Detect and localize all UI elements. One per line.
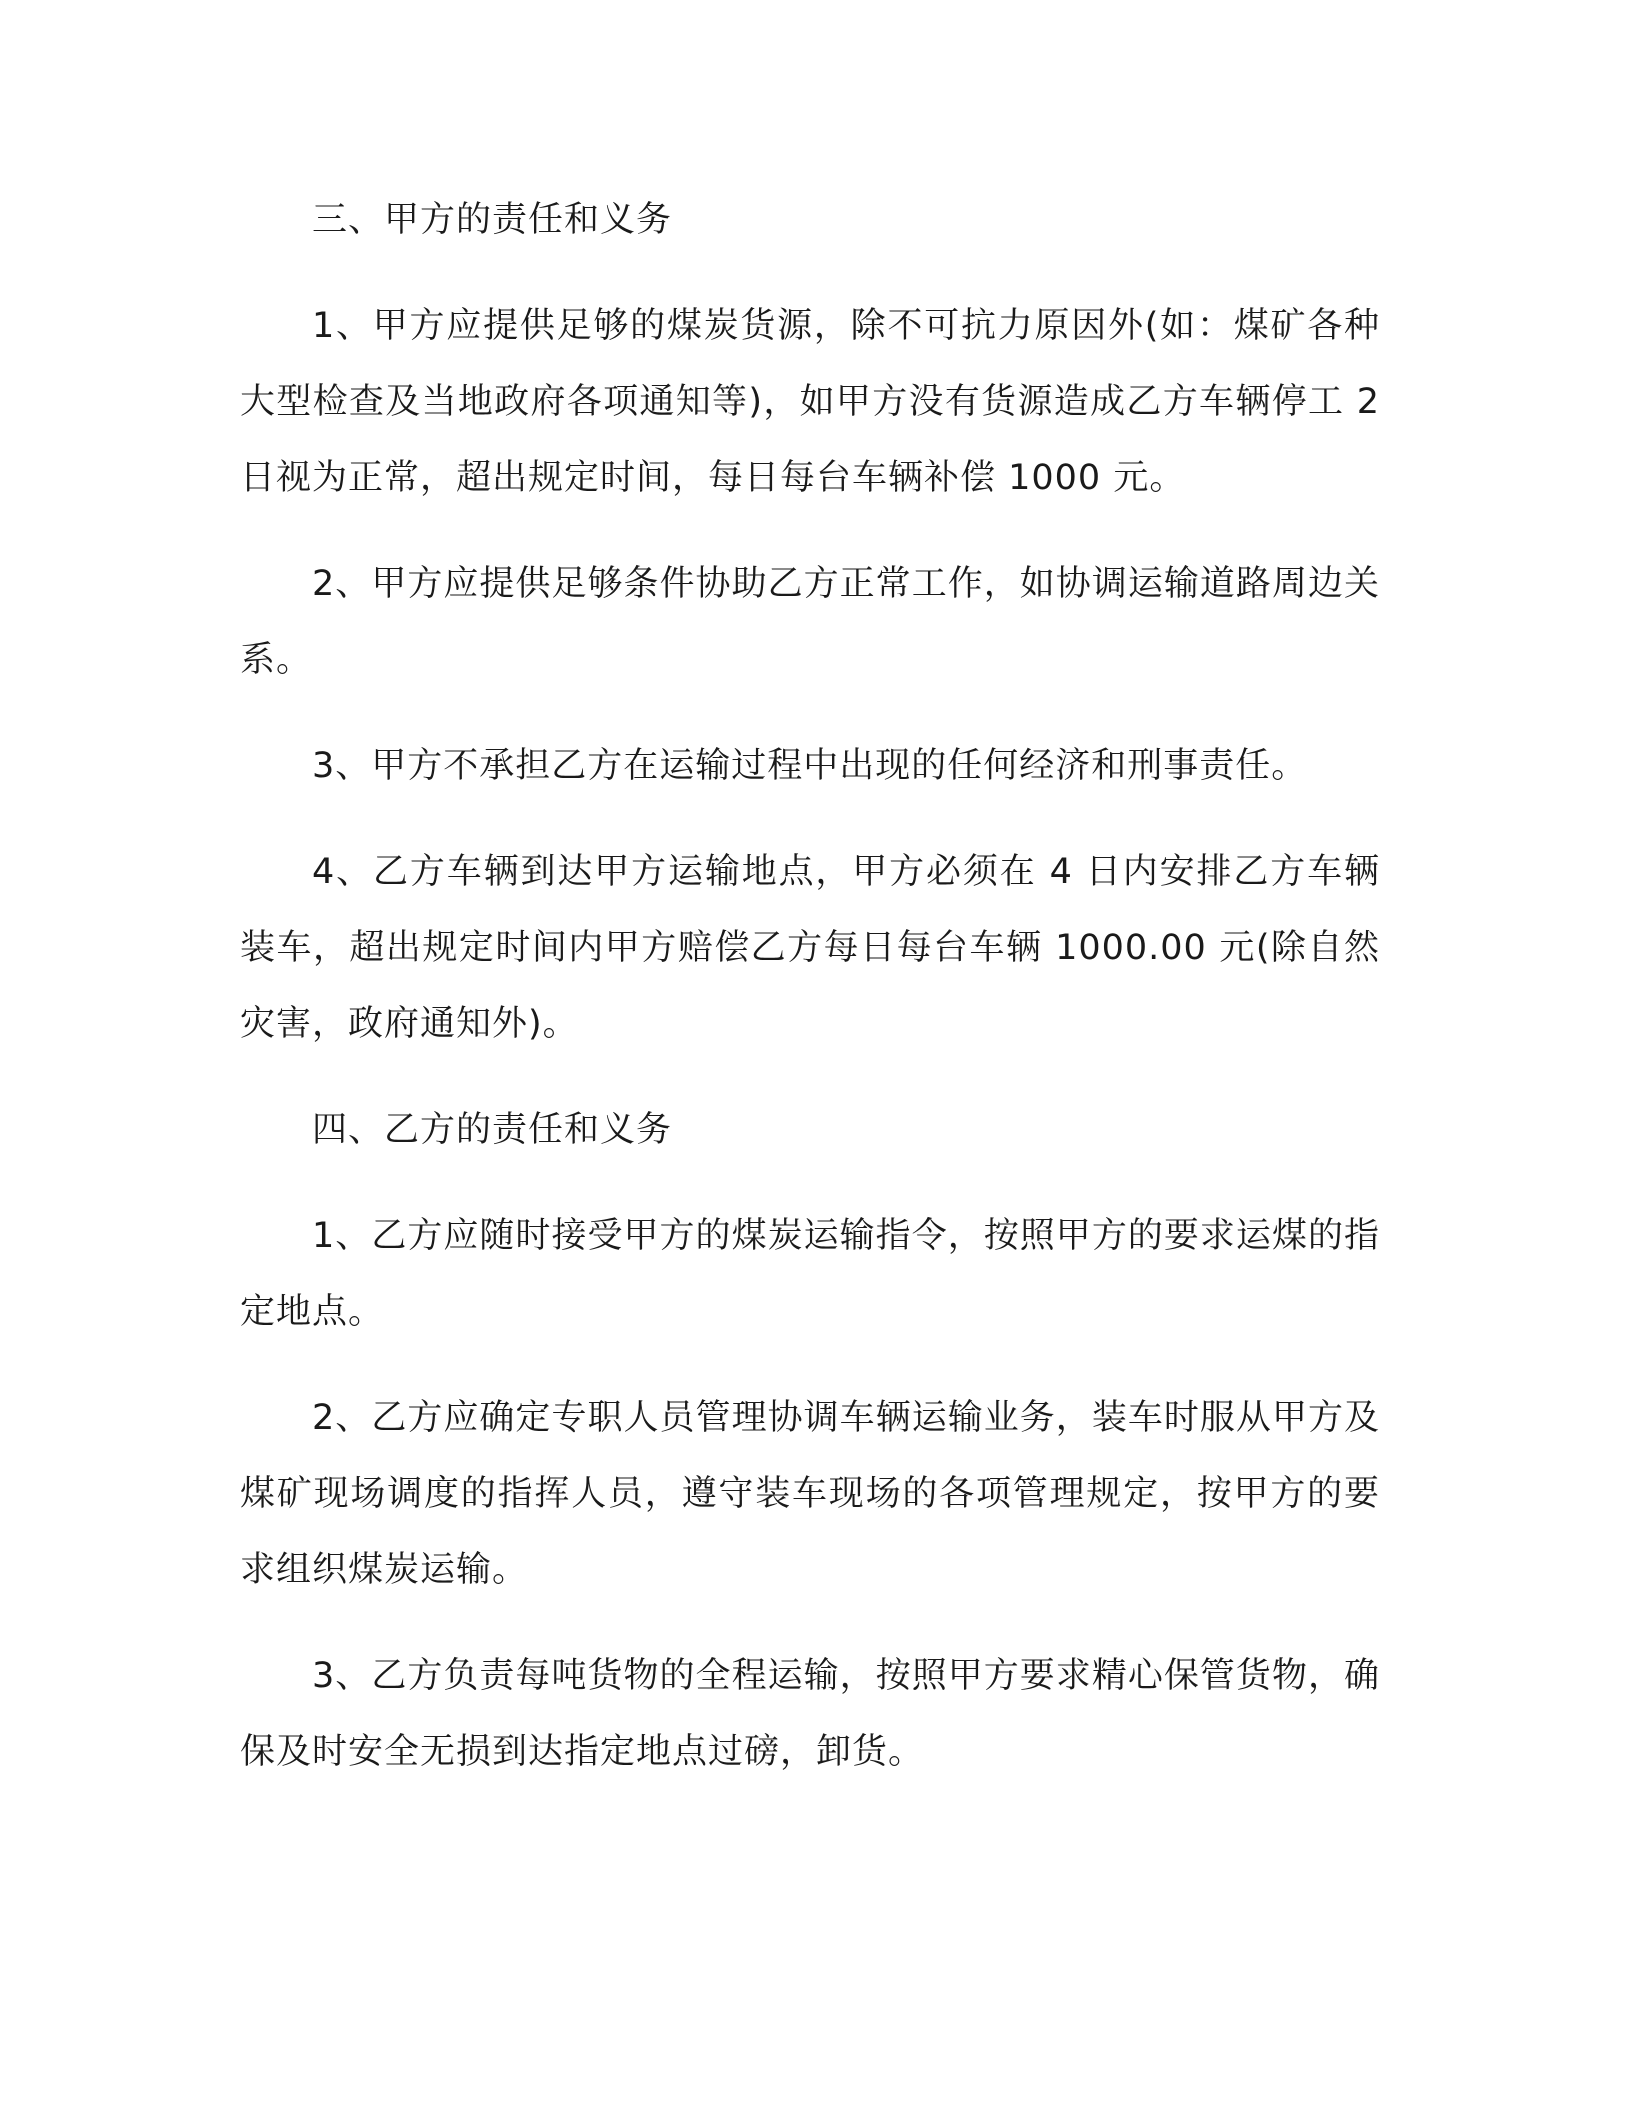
section-heading-party-b: 四、乙方的责任和义务	[312, 1110, 673, 1150]
section-heading-party-a: 三、甲方的责任和义务	[312, 200, 673, 240]
party-a-clause-2: 2、甲方应提供足够条件协助乙方正常工作，如协调运输道路周边关系。	[240, 564, 1380, 680]
document-body	[240, 182, 1380, 1820]
party-a-clause-3: 3、甲方不承担乙方在运输过程中出现的任何经济和刑事责任。	[312, 746, 1308, 786]
party-b-clause-1: 1、乙方应随时接受甲方的煤炭运输指令，按照甲方的要求运煤的指定地点。	[240, 1216, 1380, 1332]
party-a-clause-4: 4、乙方车辆到达甲方运输地点，甲方必须在 4 日内安排乙方车辆装车，超出规定时间内甲方赔偿乙方每日每台车辆 1000.00 元(除自然灾害，政府通知外)。	[240, 852, 1380, 1044]
party-b-clause-2: 2、乙方应确定专职人员管理协调车辆运输业务，装车时服从甲方及煤矿现场调度的指挥人员，遵守装车现场的各项管理规定，按甲方的要求组织煤炭运输。	[240, 1398, 1380, 1590]
party-b-clause-3: 3、乙方负责每吨货物的全程运输，按照甲方要求精心保管货物，确保及时安全无损到达指定地点过磅，卸货。	[240, 1656, 1380, 1772]
party-a-clause-1: 1、甲方应提供足够的煤炭货源，除不可抗力原因外(如：煤矿各种大型检查及当地政府各项通知等)，如甲方没有货源造成乙方车辆停工 2 日视为正常，超出规定时间，每日每台车辆补偿 1000 元。	[240, 306, 1380, 498]
